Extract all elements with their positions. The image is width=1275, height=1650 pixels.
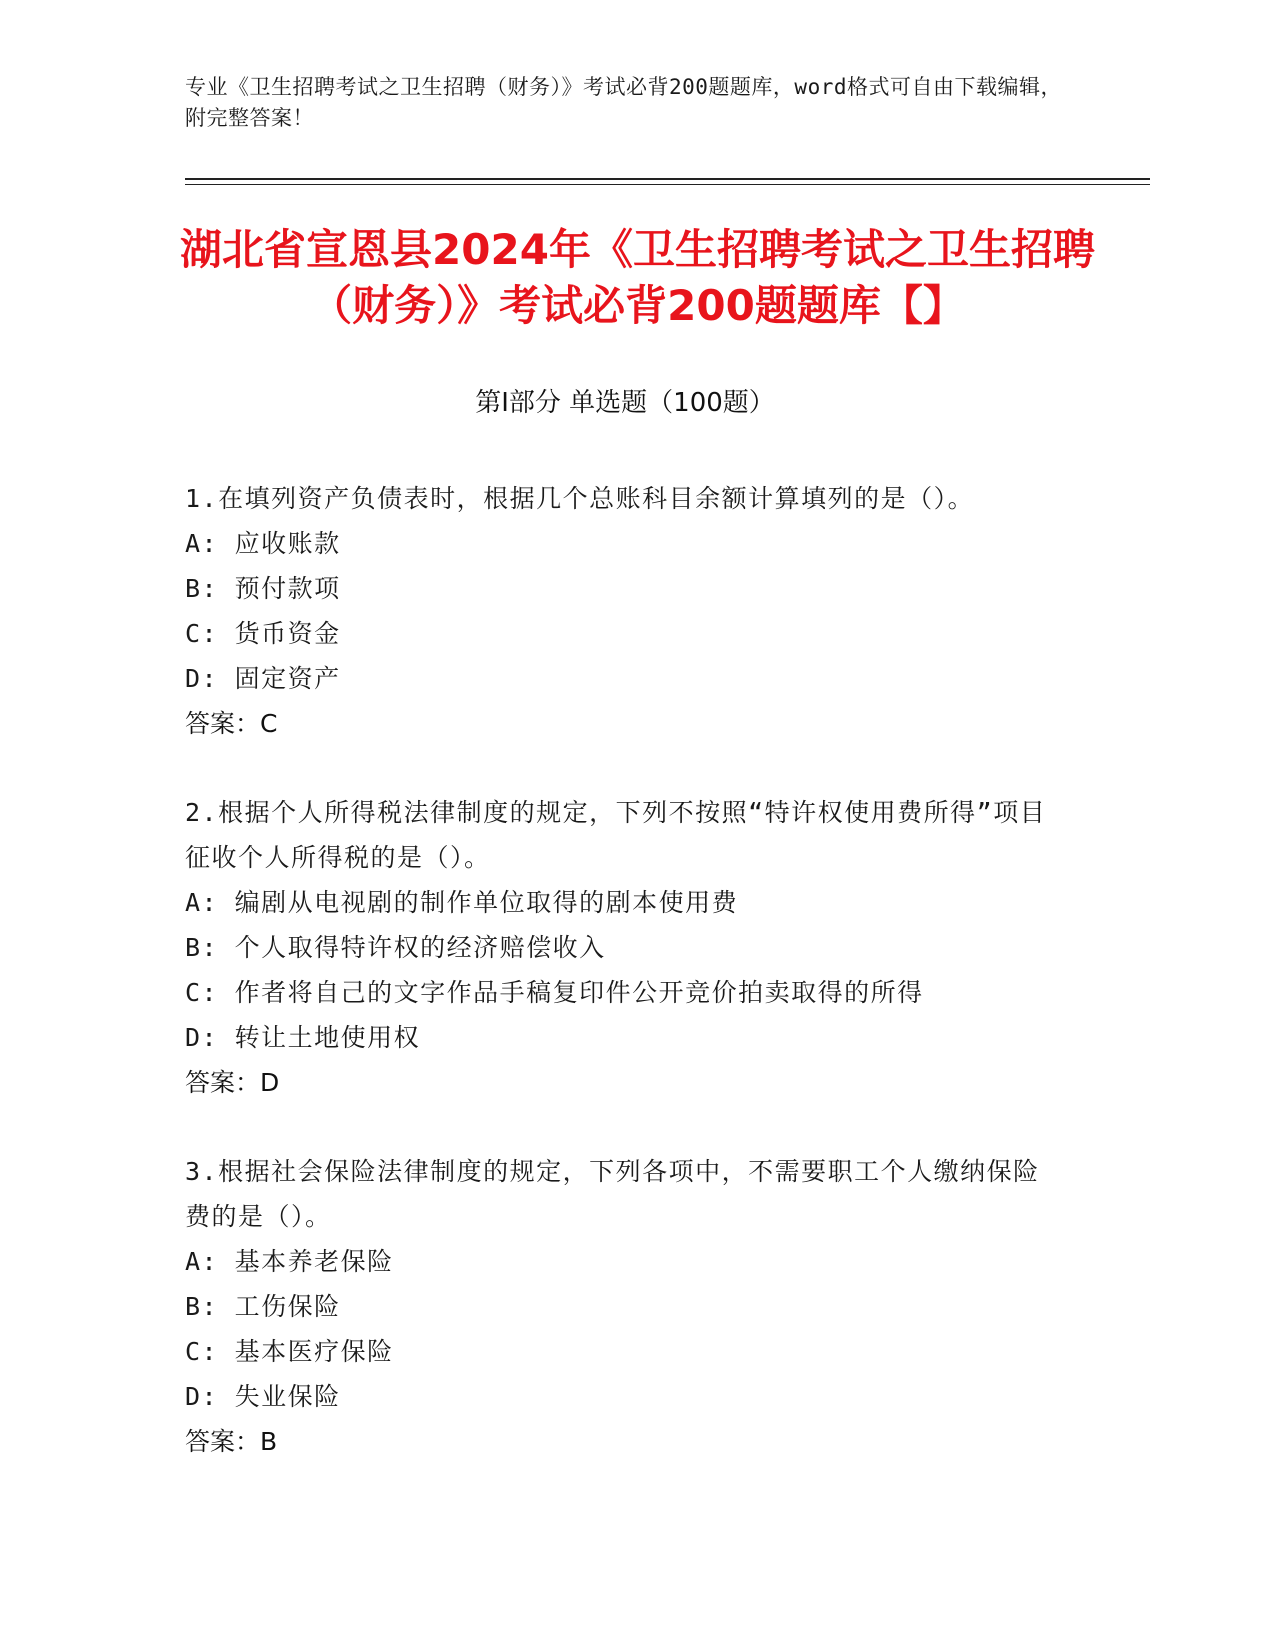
section-title: 第Ⅰ部分 单选题（100题） [475, 388, 775, 418]
option-a: A: 编剧从电视剧的制作单位取得的剧本使用费 [185, 888, 739, 917]
question-2 [185, 790, 1065, 1105]
question-stem: 1.在填列资产负债表时，根据几个总账科目余额计算填列的是（）。 [185, 484, 975, 513]
answer: 答案：B [185, 1427, 278, 1456]
option-b: B: 工伤保险 [185, 1292, 341, 1321]
header-divider-thin [185, 184, 1150, 185]
option-d: D: 固定资产 [185, 664, 341, 693]
header-note: 专业《卫生招聘考试之卫生招聘（财务）》考试必背200题题库，word格式可自由下载编辑，附完整答案！ [185, 75, 1062, 130]
option-b: B: 个人取得特许权的经济赔偿收入 [185, 933, 606, 962]
question-stem: 3.根据社会保险法律制度的规定，下列各项中，不需要职工个人缴纳保险费的是（）。 [185, 1157, 1040, 1231]
option-b: B: 预付款项 [185, 574, 341, 603]
option-a: A: 基本养老保险 [185, 1247, 394, 1276]
question-3 [185, 1149, 1065, 1464]
question-stem: 2.根据个人所得税法律制度的规定，下列不按照“特许权使用费所得”项目征收个人所得税的是（）。 [185, 798, 1047, 872]
option-a: A: 应收账款 [185, 529, 341, 558]
header-divider [185, 178, 1150, 180]
answer: 答案：C [185, 709, 278, 738]
question-1 [185, 476, 1065, 746]
question-list [185, 476, 1065, 1508]
option-d: D: 失业保险 [185, 1382, 341, 1411]
option-c: C: 基本医疗保险 [185, 1337, 394, 1366]
answer: 答案：D [185, 1068, 280, 1097]
document-title: 湖北省宣恩县2024年《卫生招聘考试之卫生招聘（财务）》考试必背200题题库【】 [180, 225, 1095, 330]
option-d: D: 转让土地使用权 [185, 1023, 421, 1052]
option-c: C: 货币资金 [185, 619, 341, 648]
option-c: C: 作者将自己的文字作品手稿复印件公开竞价拍卖取得的所得 [185, 978, 924, 1007]
